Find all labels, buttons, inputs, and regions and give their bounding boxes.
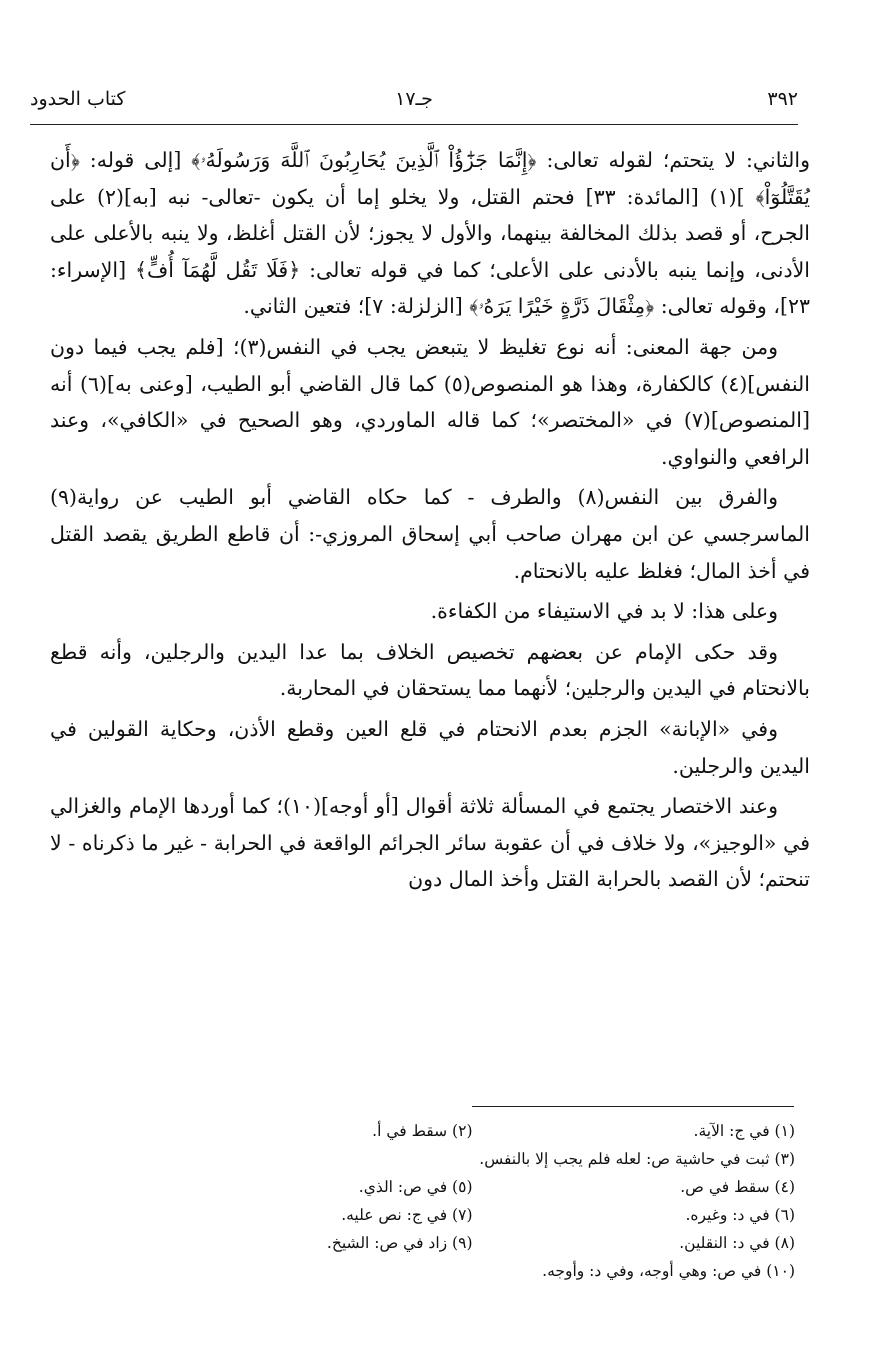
footnote-row <box>150 1257 795 1285</box>
footnotes <box>150 1117 795 1285</box>
footnote-3: (٣) ثبت في حاشية ص: لعله فلم يجب إلا بالنفس. <box>479 1150 795 1168</box>
footnote-10: (١٠) في ص: وهي أوجه، وفي د: وأوجه. <box>542 1262 795 1280</box>
paragraph-4: وعلى هذا: لا بد في الاستيفاء من الكفاءة. <box>430 599 778 624</box>
book-title: كتاب الحدود <box>30 88 126 110</box>
page-number: ٣٩٢ <box>767 88 798 110</box>
footnote-row <box>150 1173 795 1201</box>
footnote-4: (٤) سقط في ص. <box>680 1178 795 1196</box>
volume-label: جـ١٧ <box>395 88 433 110</box>
running-header <box>30 84 798 120</box>
footnote-row <box>150 1229 795 1257</box>
footnote-7: (٧) في ج: نص عليه. <box>341 1206 473 1224</box>
footnote-5: (٥) في ص: الذي. <box>358 1178 473 1196</box>
footnote-8: (٨) في د: النقلين. <box>679 1234 795 1252</box>
footnote-rule <box>472 1106 794 1107</box>
paragraph-5: وقد حكى الإمام عن بعضهم تخصيص الخلاف بما عدا اليدين والرجلين، وأنه قطع بالانحتام في اليدين والرجلين؛ لأنهما مما يستحقان في المحاربة. <box>50 639 810 701</box>
main-text <box>50 142 810 902</box>
footnote-2: (٢) سقط في أ. <box>372 1122 473 1140</box>
paragraph-3: والفرق بين النفس(٨) والطرف - كما حكاه القاضي أبو الطيب عن رواية(٩) الماسرجسي عن ابن مهران صاحب أبي إسحاق المروزي-: أن قاطع الطريق يقصد القتل في أخذ المال؛ فغلظ عليه بالانحتام. <box>50 485 810 583</box>
paragraph-2: ومن جهة المعنى: أنه نوع تغليظ لا يتبعض يجب في النفس(٣)؛ [فلم يجب فيما دون النفس](٤) كالكفارة، وهذا هو المنصوص(٥) كما قال القاضي أبو الطيب، [وعنى به](٦) أنه [المنصوص](٧) في «المختصر»؛ كما قاله الماوردي، وهو الصحيح في «الكافي»، وعند الرافعي والنواوي. <box>50 334 810 469</box>
footnote-row <box>150 1145 795 1173</box>
footnote-row <box>150 1201 795 1229</box>
footnote-9: (٩) زاد في ص: الشيخ. <box>326 1234 473 1252</box>
footnote-row <box>150 1117 795 1145</box>
header-rule <box>30 124 798 125</box>
paragraph-1: والثاني: لا يتحتم؛ لقوله تعالى: ﴿إِنَّمَا جَزَٰٓؤُاْ ٱلَّذِينَ يُحَارِبُونَ ٱللَّهَ وَرَسُولَهُۥ﴾ [إلى قوله: ﴿أَن يُقَتَّلُوٓاْ﴾ ](١) [المائدة: ٣٣] فحتم القتل، ولا يخلو إما أن يكون -تعالى- نبه [به](٢) على الجرح، أو قصد بذلك المخالفة بينهما، والأول لا يجوز؛ لأن القتل أغلظ، ولا ينبه بالأعلى على الأدنى، وإنما ينبه بالأدنى على الأعلى؛ كما في قوله تعالى: ﴿فَلَا تَقُل لَّهُمَآ أُفٍّ﴾ [الإسراء: ٢٣]، وقوله تعالى: ﴿مِثْقَالَ ذَرَّةٍ خَيْرًا يَرَهُۥ﴾ [الزلزلة: ٧]؛ فتعين الثاني. <box>50 148 811 319</box>
paragraph-7: وعند الاختصار يجتمع في المسألة ثلاثة أقوال [أو أوجه](١٠)؛ كما أوردها الإمام والغزالي في «الوجيز»، ولا خلاف في أن عقوبة سائر الجرائم الواقعة في الحرابة - غير ما ذكرناه - لا تنحتم؛ لأن القصد بالحرابة القتل وأخذ المال دون <box>50 794 810 892</box>
footnote-6: (٦) في د: وغيره. <box>685 1206 795 1224</box>
footnote-1: (١) في ج: الآية. <box>693 1122 795 1140</box>
paragraph-6: وفي «الإبانة» الجزم بعدم الانحتام في قلع العين وقطع الأذن، وحكاية القولين في اليدين والرجلين. <box>50 716 810 778</box>
